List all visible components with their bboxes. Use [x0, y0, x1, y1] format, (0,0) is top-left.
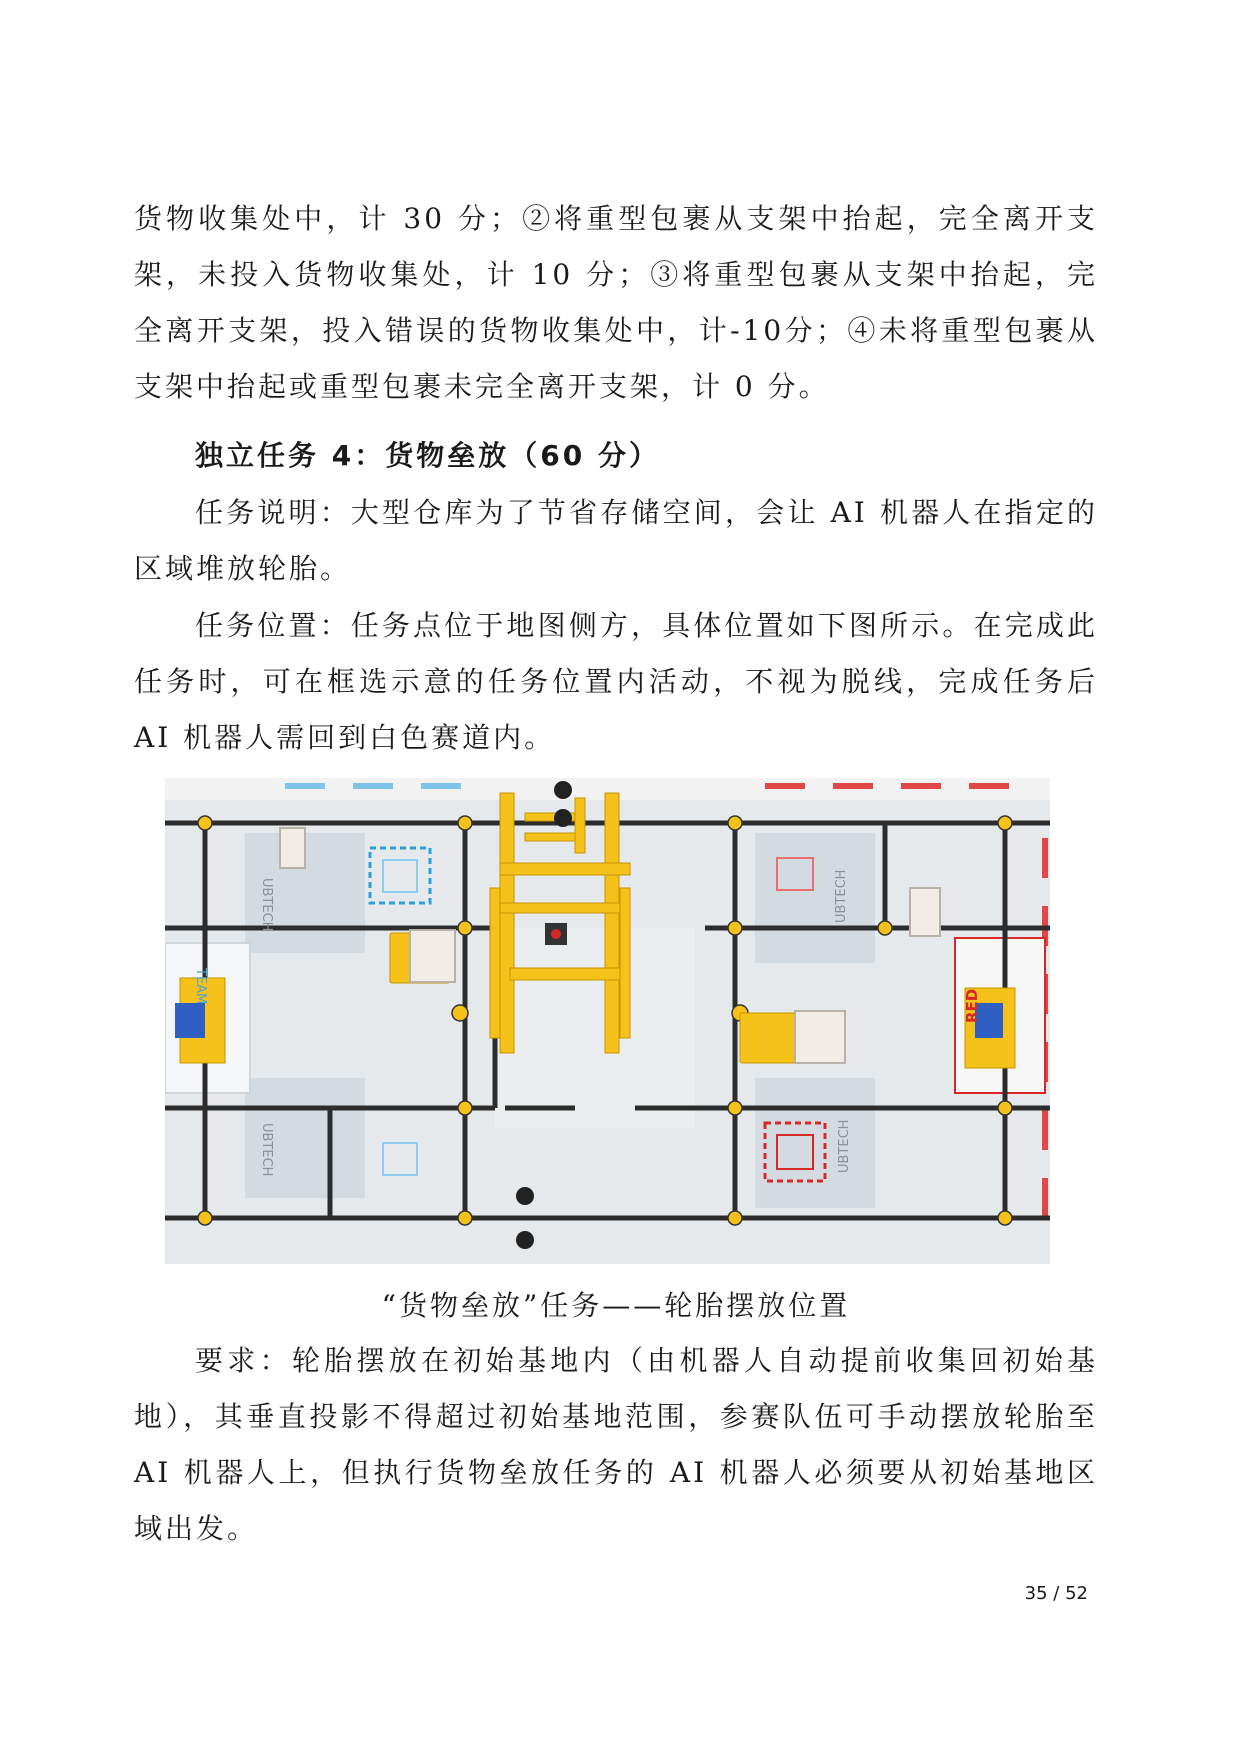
task-description: 任务说明：大型仓库为了节省存储空间，会让 AI 机器人在指定的区域堆放轮胎。 — [134, 496, 1098, 585]
team-left-label: TEAM — [193, 968, 208, 1005]
team-right-label: RED — [963, 988, 981, 1023]
figure-caption: “货物垒放”任务——轮胎摆放位置 — [381, 1289, 851, 1322]
field-photo — [165, 778, 1050, 1264]
task-location: 任务位置：任务点位于地图侧方，具体位置如下图所示。在完成此任务时，可在框选示意的任务位置内活动，不视为脱线，完成任务后 AI 机器人需回到白色赛道内。 — [134, 609, 1098, 754]
brand-label-2: UBTECH — [259, 1123, 274, 1177]
page-number: 35 / 52 — [1024, 1583, 1088, 1604]
brand-label-4: UBTECH — [837, 1119, 852, 1173]
brand-label-3: UBTECH — [834, 869, 849, 923]
section-heading: 独立任务 4：货物垒放（60 分） — [195, 439, 660, 472]
paragraph-scoring-continued: 货物收集处中，计 30 分；②将重型包裹从支架中抬起，完全离开支架，未投入货物收集处，计 10 分；③将重型包裹从支架中抬起，完全离开支架，投入错误的货物收集处中，计-10分；④未将重型包裹从支架中抬起或重型包裹未完全离开支架，计 0 分。 — [134, 202, 1098, 403]
requirements: 要求：轮胎摆放在初始基地内（由机器人自动提前收集回初始基地），其垂直投影不得超过初始基地范围，参赛队伍可手动摆放轮胎至 AI 机器人上，但执行货物垒放任务的 AI 机器人必须要从初始基地区域出发。 — [134, 1344, 1098, 1545]
brand-label-1: UBTECH — [259, 878, 274, 932]
